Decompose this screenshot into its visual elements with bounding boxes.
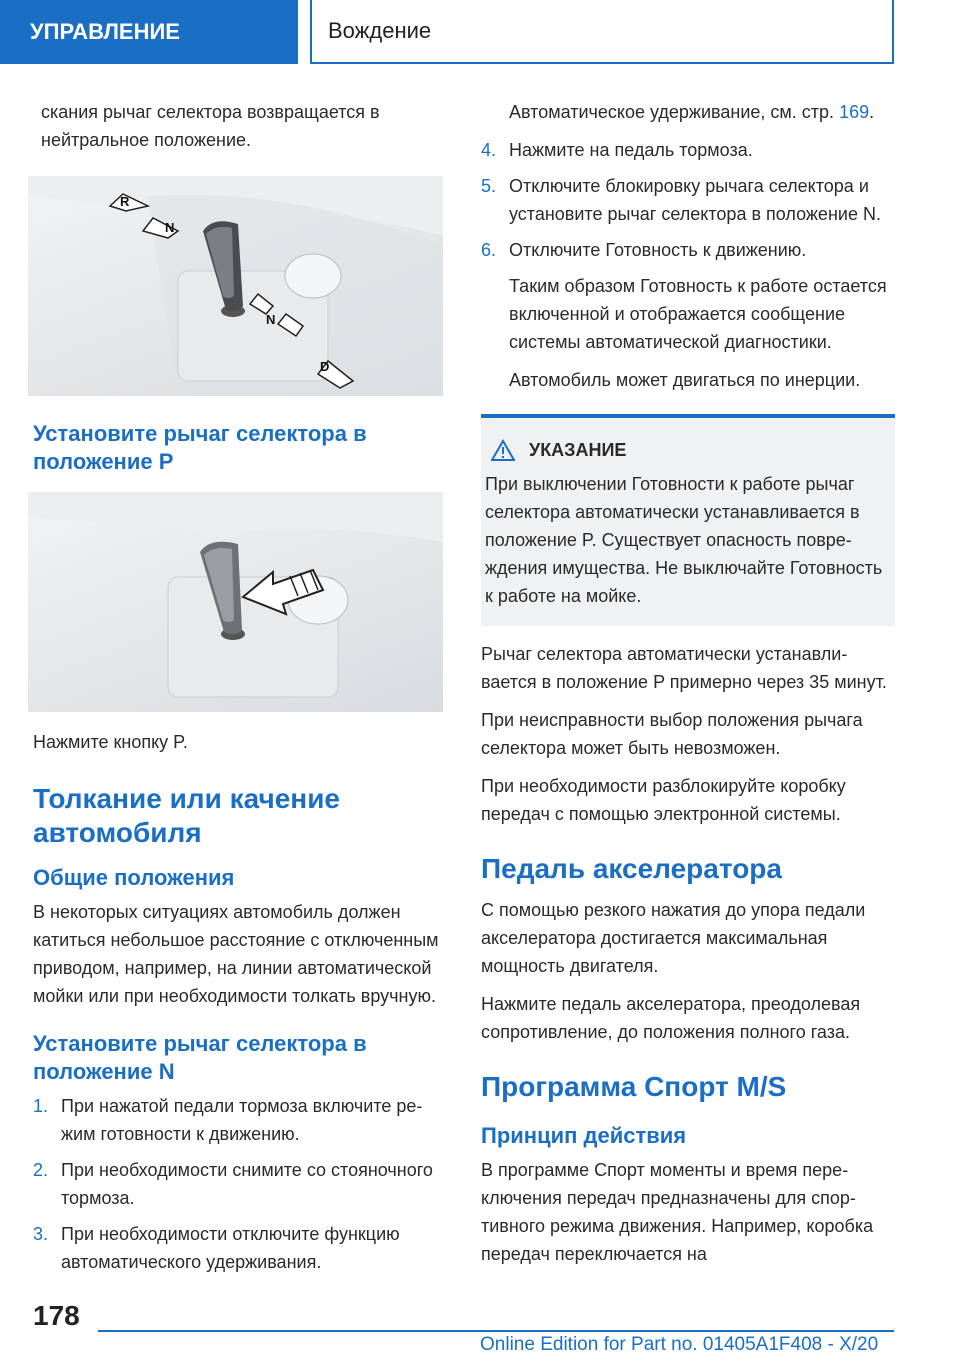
step-text: Отключите блокировку рычага селектора и установите рычаг селектора в положение N. xyxy=(509,176,881,224)
right-column xyxy=(481,98,895,1278)
step-number: 5. xyxy=(481,176,497,196)
selector-lever-illustration xyxy=(28,176,443,396)
step-number: 1. xyxy=(33,1096,49,1116)
footer-divider xyxy=(98,1330,894,1332)
heading-general: Общие положения xyxy=(33,865,235,890)
label-d: D xyxy=(320,359,330,374)
list-item xyxy=(481,136,895,164)
heading-principle: Принцип действия xyxy=(481,1123,687,1148)
malfunction-text: При неисправности выбор положения рычага селектора может быть невозможен. xyxy=(481,710,863,758)
p-button-illustration xyxy=(28,492,443,712)
section-tab: УПРАВЛЕНИЕ xyxy=(0,0,298,64)
general-text: В некоторых ситуациях автомобиль должен катиться небольшое расстояние с отключенным приводом, например, на линии автоматической мойки или при необходимости толкать вручную. xyxy=(33,902,439,1006)
step-text: При необходимости снимите со стояночного тормоза. xyxy=(61,1160,433,1208)
heading-neutral: Установите рычаг селектора в положение N xyxy=(33,1031,367,1084)
step-number: 4. xyxy=(481,140,497,160)
warning-triangle-icon xyxy=(491,439,515,461)
heading-accelerator: Педаль акселератора xyxy=(481,853,782,884)
step-number: 2. xyxy=(33,1160,49,1180)
p-button-image xyxy=(28,492,443,712)
continuation-end: . xyxy=(869,102,875,122)
warning-text: При выключении Готовности к работе рычаг селектора автоматически устанавливается в положение P. Существует опасность повреждения имущества. Не выключайте Готовность к работе на мойке. xyxy=(485,474,883,606)
steps-list-right xyxy=(481,136,895,264)
page-number: 178 xyxy=(33,1300,80,1331)
step-text: При нажатой педали тормоза включите режим готовности к движению. xyxy=(61,1096,423,1144)
press-p-text: Нажмите кнопку P. xyxy=(33,732,188,752)
heading-push: Толкание или качение автомобиля xyxy=(33,783,341,848)
selector-lever-image-n xyxy=(28,176,443,396)
left-column xyxy=(33,98,443,1284)
accelerator-text-1: С помощью резкого нажатия до упора педали акселератора достигается максимальная мощность двигателя. xyxy=(481,900,866,976)
label-n-upper: N xyxy=(165,220,175,235)
step-number: 6. xyxy=(481,240,497,260)
step-text: Нажмите на педаль тормоза. xyxy=(509,140,753,160)
accelerator-text-2: Нажмите педаль акселератора, преодолевая сопротивление, до положения полного газа. xyxy=(481,994,861,1042)
continuation-text xyxy=(481,98,895,126)
label-n-lower: N xyxy=(266,312,276,327)
step6-note-2: Автомобиль может двигаться по инерции. xyxy=(509,370,861,390)
sport-text: В программе Спорт моменты и время переключения передач предназначены для спортивного режима движения. Например, коробка передач переключается на xyxy=(481,1160,874,1264)
step-text: При необходимости отключите функцию автоматического удерживания. xyxy=(61,1224,400,1272)
list-item xyxy=(33,1092,443,1148)
step-number: 3. xyxy=(33,1224,49,1244)
page-reference-link[interactable]: 169 xyxy=(839,102,870,122)
warning-title: УКАЗАНИЕ xyxy=(529,440,627,460)
label-r: R xyxy=(120,194,130,209)
continuation-body: Автоматическое удерживание, см. стр. xyxy=(509,102,835,122)
intro-text: скания рычаг селектора возвращается в нейтральное положение. xyxy=(41,102,380,150)
warning-box xyxy=(481,414,895,626)
auto-park-text: Рычаг селектора автоматически устанавливается в положение P примерно через 35 минут. xyxy=(481,644,887,692)
edition-text: Online Edition for Part no. 01405A1F408 - X/20 xyxy=(480,1334,879,1355)
chapter-title: Вождение xyxy=(310,0,894,64)
steps-list-left xyxy=(33,1092,443,1276)
step6-note-1: Таким образом Готовность к работе остается включенной и отображается сообщение системы автоматической диагностики. xyxy=(509,276,887,352)
heading-sport: Программа Спорт M/S xyxy=(481,1071,787,1102)
unlock-text: При необходимости разблокируйте коробку передач с помощью электронной системы. xyxy=(481,776,846,824)
warning-header xyxy=(485,436,889,464)
list-item xyxy=(481,236,895,264)
list-item xyxy=(33,1156,443,1212)
list-item xyxy=(33,1220,443,1276)
heading-park: Установите рычаг селектора в положение P xyxy=(33,421,367,474)
step-text: Отключите Готовность к движению. xyxy=(509,240,807,260)
list-item xyxy=(481,172,895,228)
